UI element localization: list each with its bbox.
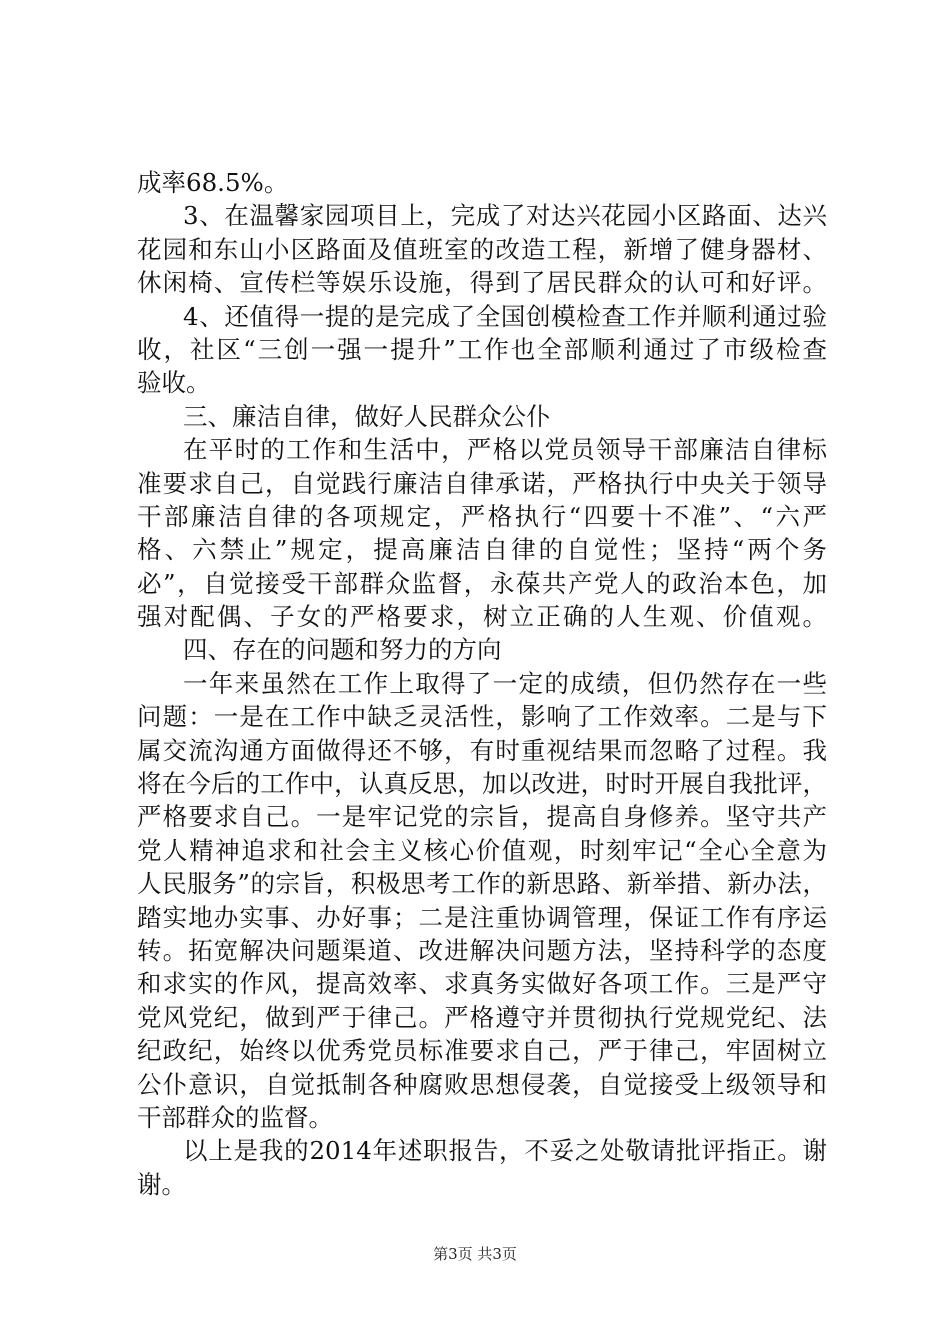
text-line: 踏实地办实事、办好事；二是注重协调管理，保证工作有序运 [137,902,827,932]
text-line: 成率68.5%。 [137,168,289,197]
text-line: 在平时的工作和生活中，严格以党员领导干部廉洁自律标 [183,435,827,465]
text-line: 强对配偶、子女的严格要求，树立正确的人生观、价值观。 [137,602,827,632]
document-body [137,166,827,1201]
text-line: 将在今后的工作中，认真反思，加以改进，时时开展自我批评， [137,769,827,799]
text-line: 验收。 [137,368,211,398]
text-line: 严格要求自己。一是牢记党的宗旨，提高自身修养。坚守共产 [137,802,827,832]
text-line: 公仆意识，自觉抵制各种腐败思想侵袭，自觉接受上级领导和 [137,1069,827,1099]
text-line: 一年来虽然在工作上取得了一定的成绩，但仍然存在一些 [183,668,827,698]
text-line: 转。拓宽解决问题渠道、改进解决问题方法，坚持科学的态度 [137,935,827,965]
text-line: 属交流沟通方面做得还不够，有时重视结果而忽略了过程。我 [137,735,827,765]
page-footer [0,1244,950,1264]
text-line: 党风党纪，做到严于律己。严格遵守并贯彻执行党规党纪、法 [137,1002,827,1032]
text-line: 花园和东山小区路面及值班室的改造工程，新增了健身器材、 [137,234,827,264]
text-line: 准要求自己，自觉践行廉洁自律承诺，严格执行中央关于领导 [137,468,827,498]
text-line: 谢。 [137,1169,186,1199]
text-line: 3、在温馨家园项目上，完成了对达兴花园小区路面、达兴 [183,201,827,231]
text-line: 和求实的作风，提高效率、求真务实做好各项工作。三是严守 [137,969,827,999]
text-line: 以上是我的2014年述职报告，不妥之处敬请批评指正。谢 [183,1136,827,1166]
text-line: 纪政纪，始终以优秀党员标准要求自己，严于律己，牢固树立 [137,1036,827,1066]
text-line: 格、六禁止”规定，提高廉洁自律的自觉性；坚持“两个务 [137,535,827,565]
section-heading: 四、存在的问题和努力的方向 [183,635,502,665]
page-number-label: 第3页 共3页 [433,1245,517,1263]
section-heading: 三、廉洁自律，做好人民群众公仆 [183,401,551,431]
text-line: 问题：一是在工作中缺乏灵活性，影响了工作效率。二是与下 [137,702,827,732]
text-line: 人民服务”的宗旨，积极思考工作的新思路、新举措、新办法， [137,869,827,899]
text-line: 必”，自觉接受干部群众监督，永葆共产党人的政治本色，加 [137,568,827,598]
text-line: 党人精神追求和社会主义核心价值观，时刻牢记“全心全意为 [137,835,827,865]
text-line: 干部群众的监督。 [137,1102,333,1132]
text-line: 收，社区“三创一强一提升”工作也全部顺利通过了市级检查 [137,334,827,364]
text-line: 休闲椅、宣传栏等娱乐设施，得到了居民群众的认可和好评。 [137,268,827,298]
text-line: 4、还值得一提的是完成了全国创模检查工作并顺利通过验 [183,301,827,331]
text-line: 干部廉洁自律的各项规定，严格执行“四要十不准”、“六严 [137,501,827,531]
